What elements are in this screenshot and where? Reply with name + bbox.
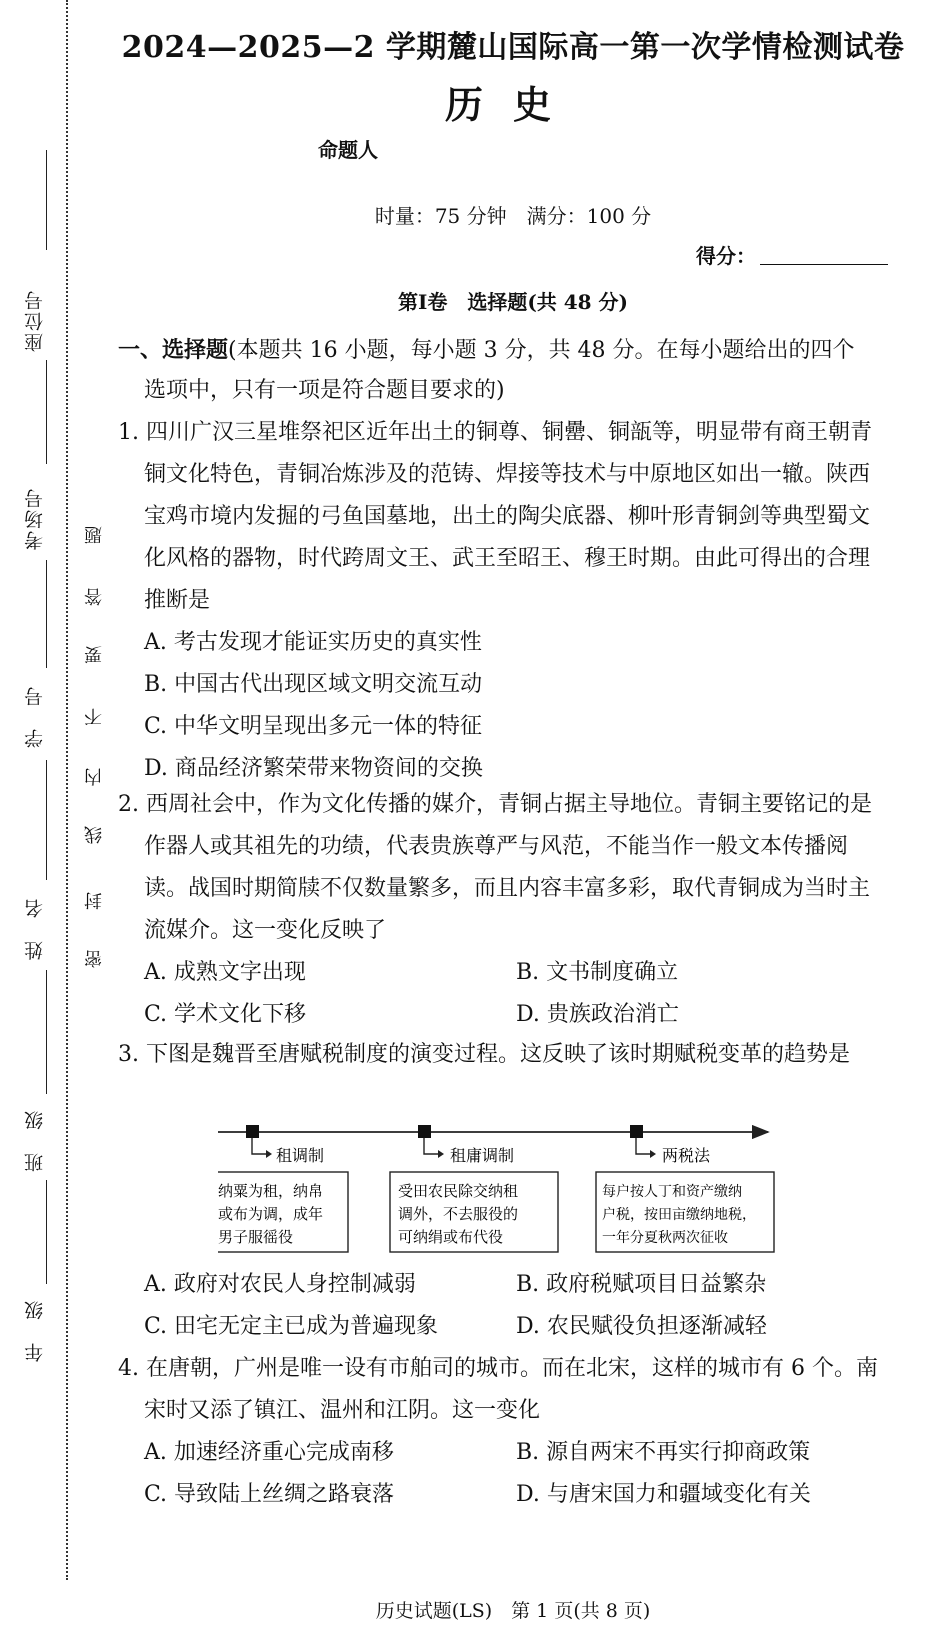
name-line (46, 760, 47, 880)
seal-char: 线 (84, 826, 105, 844)
exam-title: 2024—2025—2 学期麓山国际高一第一次学情检测试卷 (121, 30, 905, 65)
question-stem: 4. 在唐朝，广州是唯一设有市舶司的城市。而在北宋，这样的城市有 6 个。南宋时又添了镇江、温州和江阴。这一变化 (118, 1356, 878, 1423)
option-c: C. 中华文明呈现出多元一体的特征 (144, 714, 483, 739)
stage-desc-line: 调外，不去服役的 (398, 1205, 519, 1223)
student-id-line (46, 560, 47, 668)
exam-room-label: 考场号 (24, 487, 46, 550)
question-3-options (118, 1264, 888, 1348)
question-3 (118, 1034, 888, 1076)
seal-char: 内 (84, 768, 105, 786)
question-stem: 2. 西周社会中，作为文化传播的媒介，青铜占据主导地位。青铜主要铭记的是作器人或其祖先的功绩，代表贵族尊严与风范，不能当作一般文本传播阅读。战国时期简牍不仅数量繁多，而且内容丰富多彩，取代青铜成为当时主流媒介。这一变化反映了 (118, 792, 872, 943)
section-title: 第Ⅰ卷 选择题(共 48 分) (397, 290, 629, 314)
seat-number-line (46, 150, 47, 250)
tax-system-diagram (218, 1118, 778, 1268)
class-label: 班 级 (24, 1109, 46, 1172)
option-b: B. 中国古代出现区域文明交流互动 (144, 672, 483, 697)
class-line (46, 970, 47, 1094)
author-label: 命题人 (318, 138, 378, 162)
time-info: 时量：75 分钟 满分：100 分 (374, 204, 652, 228)
stage-name: 两税法 (662, 1146, 711, 1165)
option-b: B. 文书制度确立 (516, 960, 679, 985)
connector-arrow (424, 1138, 438, 1154)
stage-desc-line: 一年分夏秋两次征收 (602, 1230, 728, 1246)
connector-arrow (252, 1138, 266, 1154)
stage-desc-line: 受田农民除交纳租 (398, 1182, 519, 1200)
stage-desc-line: 每户按人丁和资产缴纳 (602, 1184, 742, 1200)
question-2 (118, 784, 888, 1036)
timeline-marker (630, 1125, 643, 1138)
option-b: B. 源自两宋不再实行抑商政策 (516, 1440, 811, 1465)
part-one-instruction-2: 选项中，只有一项是符合题目要求的) (144, 378, 505, 403)
stage-desc-line: 男子服徭役 (218, 1228, 294, 1246)
score-field (696, 240, 888, 269)
option-c: C. 学术文化下移 (144, 1002, 307, 1027)
stage-desc-line: 户税，按田亩缴纳地税， (602, 1207, 756, 1223)
option-d: D. 商品经济繁荣带来物资间的交换 (144, 756, 483, 781)
option-a: A. 加速经济重心完成南移 (144, 1440, 394, 1465)
part-one-instruction-1: (本题共 16 小题，每小题 3 分，共 48 分。在每小题给出的四个 (228, 338, 855, 363)
question-stem: 1. 四川广汉三星堆祭祀区近年出土的铜尊、铜罍、铜瓿等，明显带有商王朝青铜文化特色，青铜冶炼涉及的范铸、焊接等技术与中原地区如出一辙。陕西宝鸡市境内发掘的弓鱼国墓地，出土的陶尖底器、柳叶形青铜剑等典型蜀文化风格的器物，时代跨周文王、武王至昭王、穆王时期。由此可得出的合理推断是 (118, 420, 872, 613)
seal-char: 密 (84, 950, 105, 968)
grade-line (46, 1180, 47, 1284)
score-blank (760, 244, 888, 265)
seal-char: 答 (84, 588, 105, 606)
timeline-marker (246, 1125, 259, 1138)
exam-room-line (46, 360, 47, 464)
option-a: A. 政府对农民人身控制减弱 (144, 1272, 416, 1297)
name-label: 姓 名 (24, 897, 46, 960)
option-b: B. 政府税赋项目日益繁杂 (516, 1272, 767, 1297)
seal-char: 不 (84, 708, 105, 726)
stage-desc-line: 可纳绢或布代役 (398, 1228, 504, 1246)
question-4 (118, 1348, 888, 1516)
stage-name: 租调制 (276, 1146, 325, 1165)
seal-char: 题 (84, 526, 105, 544)
option-d: D. 农民赋役负担逐渐减轻 (516, 1314, 767, 1339)
option-d: D. 贵族政治消亡 (516, 1002, 679, 1027)
seal-char: 要 (84, 646, 105, 664)
option-a: A. 考古发现才能证实历史的真实性 (144, 630, 482, 655)
score-label: 得分： (696, 244, 756, 268)
stage-name: 租庸调制 (450, 1146, 515, 1165)
option-d: D. 与唐宋国力和疆域变化有关 (516, 1482, 811, 1507)
timeline-marker (418, 1125, 431, 1138)
page-footer: 历史试题(LS) 第 1 页(共 8 页) (375, 1600, 651, 1622)
part-one-instructions (118, 330, 888, 411)
subject-title: 历史 (444, 83, 581, 127)
stage-desc-line: 纳粟为租，纳帛 (218, 1182, 324, 1200)
grade-label: 年 级 (24, 1299, 46, 1362)
connector-arrow (636, 1138, 650, 1154)
option-c: C. 导致陆上丝绸之路衰落 (144, 1482, 395, 1507)
student-id-label: 学 号 (24, 685, 46, 748)
option-a: A. 成熟文字出现 (144, 960, 306, 985)
option-c: C. 田宅无定主已成为普遍现象 (144, 1314, 439, 1339)
dotted-seal-line (66, 0, 68, 1580)
part-one-lead: 一、选择题 (118, 337, 229, 363)
question-stem: 3. 下图是魏晋至唐赋税制度的演变过程。这反映了该时期赋税变革的趋势是 (118, 1042, 850, 1067)
seal-char: 封 (84, 892, 105, 910)
seat-number-label: 座位号 (24, 289, 46, 352)
stage-desc-line: 或布为调，成年 (218, 1205, 324, 1223)
binding-margin (0, 0, 110, 1638)
question-1 (118, 412, 888, 790)
